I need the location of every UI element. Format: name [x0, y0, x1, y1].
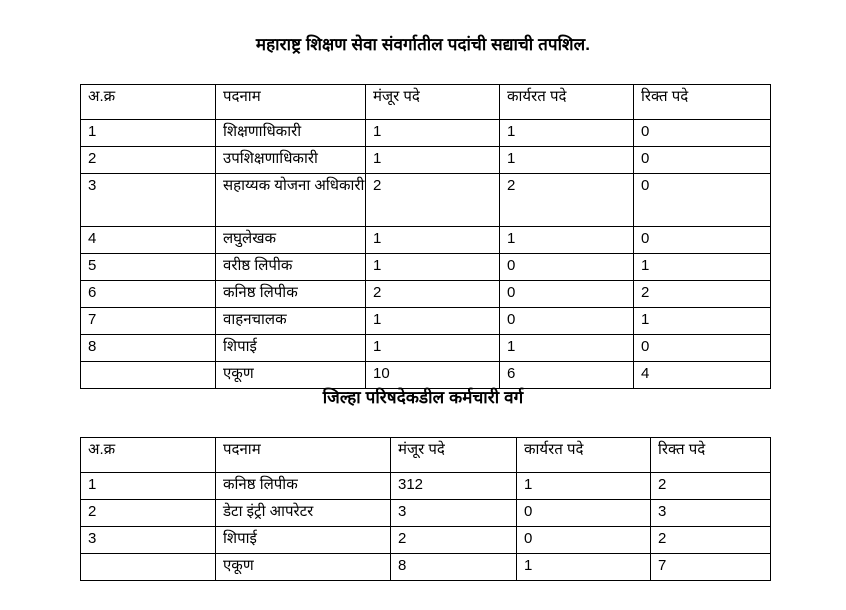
- cell-vacant: 1: [634, 254, 771, 281]
- cell-serial: 3: [81, 527, 216, 554]
- cell-post-name: कनिष्ठ लिपीक: [216, 281, 366, 308]
- cell-working: 0: [500, 308, 634, 335]
- column-header-vacant: रिक्त पदे: [651, 438, 771, 473]
- cell-sanctioned: 10: [366, 362, 500, 389]
- table-row: [81, 473, 771, 500]
- cell-vacant: 4: [634, 362, 771, 389]
- cell-vacant: 0: [634, 174, 771, 227]
- cell-serial: 8: [81, 335, 216, 362]
- cell-working: 0: [517, 500, 651, 527]
- column-header-working: कार्यरत पदे: [517, 438, 651, 473]
- education-service-posts-table: [80, 84, 771, 389]
- column-header-post-name: पदनाम: [216, 85, 366, 120]
- cell-working: 0: [500, 254, 634, 281]
- cell-working: 1: [500, 227, 634, 254]
- cell-post-name: शिपाई: [216, 527, 391, 554]
- table-row: [81, 147, 771, 174]
- table-row: [81, 120, 771, 147]
- cell-post-name: एकूण: [216, 554, 391, 581]
- cell-sanctioned: 3: [391, 500, 517, 527]
- cell-sanctioned: 1: [366, 308, 500, 335]
- section2-title: जिल्हा परिषदेकडील कर्मचारी वर्ग: [322, 388, 524, 407]
- cell-vacant: 0: [634, 335, 771, 362]
- section1-title: महाराष्ट्र शिक्षण सेवा संवर्गातील पदांची सद्याची तपशिल.: [255, 35, 591, 54]
- cell-sanctioned: 312: [391, 473, 517, 500]
- table-row: [81, 308, 771, 335]
- table-row: [81, 174, 771, 227]
- cell-sanctioned: 2: [391, 527, 517, 554]
- cell-post-name: डेटा इंट्री आपरेटर: [216, 500, 391, 527]
- cell-serial: 1: [81, 473, 216, 500]
- cell-working: 6: [500, 362, 634, 389]
- cell-post-name: वरीष्ठ लिपीक: [216, 254, 366, 281]
- cell-sanctioned: 1: [366, 335, 500, 362]
- column-header-sanctioned: मंजूर पदे: [391, 438, 517, 473]
- cell-working: 1: [500, 335, 634, 362]
- cell-serial: 2: [81, 147, 216, 174]
- cell-post-name: शिपाई: [216, 335, 366, 362]
- cell-working: 1: [517, 554, 651, 581]
- cell-working: 1: [517, 473, 651, 500]
- cell-vacant: 0: [634, 120, 771, 147]
- column-header-serial: अ.क्र: [81, 438, 216, 473]
- column-header-sanctioned: मंजूर पदे: [366, 85, 500, 120]
- cell-serial: 6: [81, 281, 216, 308]
- cell-post-name: एकूण: [216, 362, 366, 389]
- cell-working: 1: [500, 147, 634, 174]
- cell-serial: 4: [81, 227, 216, 254]
- cell-serial: 5: [81, 254, 216, 281]
- cell-sanctioned: 8: [391, 554, 517, 581]
- cell-working: 2: [500, 174, 634, 227]
- cell-serial: [81, 554, 216, 581]
- cell-working: 1: [500, 120, 634, 147]
- cell-serial: 2: [81, 500, 216, 527]
- table-total-row: [81, 554, 771, 581]
- cell-vacant: 0: [634, 147, 771, 174]
- cell-post-name: उपशिक्षणाधिकारी: [216, 147, 366, 174]
- cell-working: 0: [500, 281, 634, 308]
- cell-vacant: 2: [651, 527, 771, 554]
- zilla-parishad-staff-table: [80, 437, 771, 581]
- table-header-row: [81, 85, 771, 120]
- cell-serial: 1: [81, 120, 216, 147]
- cell-post-name: वाहनचालक: [216, 308, 366, 335]
- cell-sanctioned: 2: [366, 174, 500, 227]
- cell-sanctioned: 1: [366, 227, 500, 254]
- cell-working: 0: [517, 527, 651, 554]
- cell-sanctioned: 1: [366, 120, 500, 147]
- cell-sanctioned: 1: [366, 147, 500, 174]
- table-row: [81, 335, 771, 362]
- table-row: [81, 500, 771, 527]
- column-header-serial: अ.क्र: [81, 85, 216, 120]
- cell-vacant: 2: [651, 473, 771, 500]
- cell-post-name: शिक्षणाधिकारी: [216, 120, 366, 147]
- cell-vacant: 1: [634, 308, 771, 335]
- cell-serial: 7: [81, 308, 216, 335]
- table-row: [81, 527, 771, 554]
- column-header-post-name: पदनाम: [216, 438, 391, 473]
- table-row: [81, 227, 771, 254]
- column-header-vacant: रिक्त पदे: [634, 85, 771, 120]
- table-row: [81, 281, 771, 308]
- cell-post-name: कनिष्ठ लिपीक: [216, 473, 391, 500]
- cell-vacant: 2: [634, 281, 771, 308]
- cell-serial: 3: [81, 174, 216, 227]
- table-row: [81, 254, 771, 281]
- table-header-row: [81, 438, 771, 473]
- cell-sanctioned: 1: [366, 254, 500, 281]
- column-header-working: कार्यरत पदे: [500, 85, 634, 120]
- cell-vacant: 3: [651, 500, 771, 527]
- cell-vacant: 0: [634, 227, 771, 254]
- cell-vacant: 7: [651, 554, 771, 581]
- cell-post-name: सहाय्यक योजना अधिकारी: [216, 174, 366, 227]
- cell-sanctioned: 2: [366, 281, 500, 308]
- cell-post-name: लघुलेखक: [216, 227, 366, 254]
